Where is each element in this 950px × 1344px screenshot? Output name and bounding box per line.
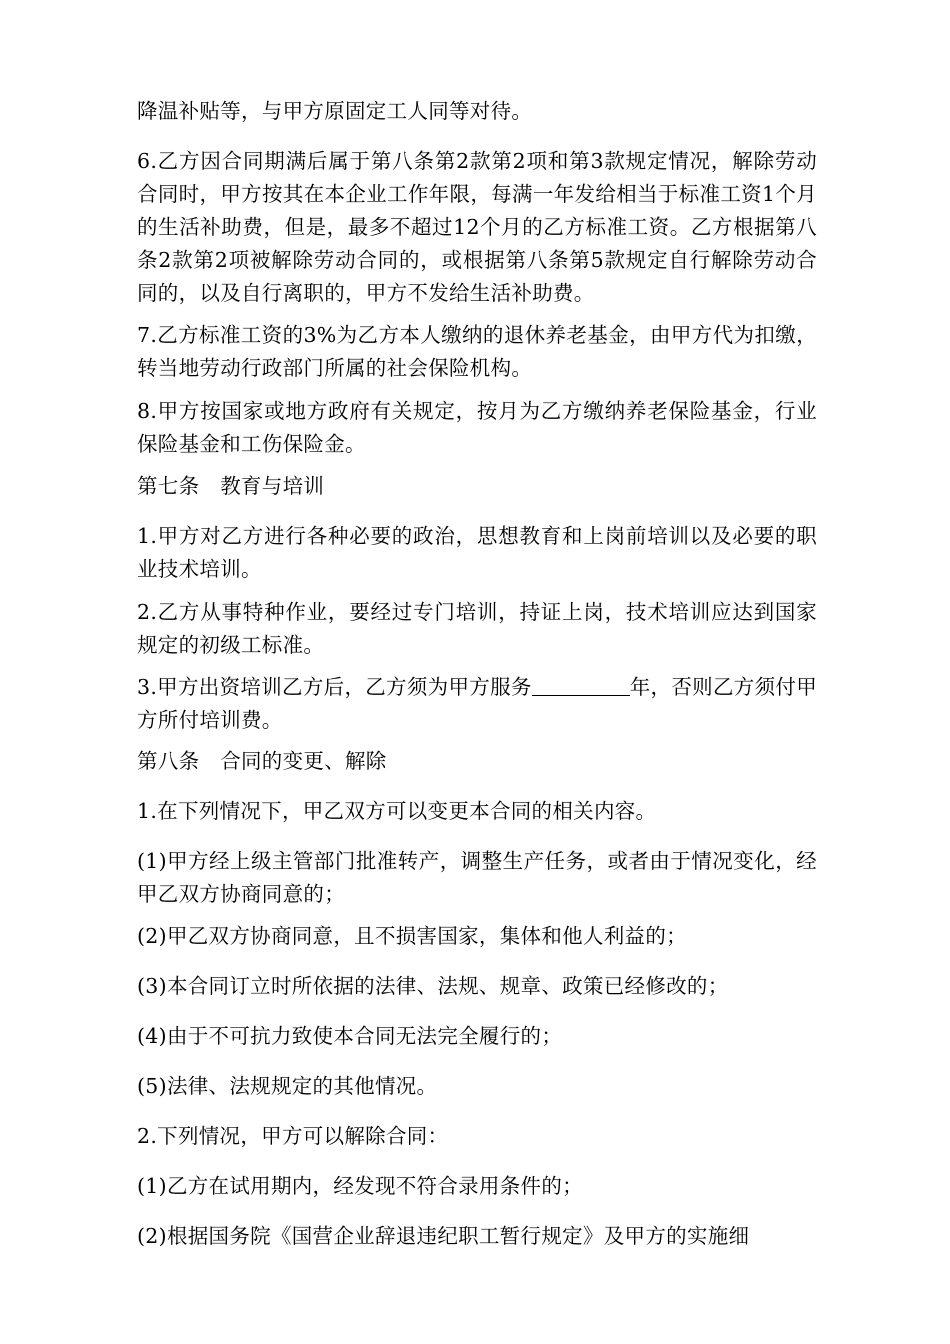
paragraph-item-7: 7.乙方标准工资的3%为乙方本人缴纳的退休养老基金，由甲方代为扣缴，转当地劳动行政部门所属的社会保险机构。 (137, 323, 817, 380)
article-7-heading: 第七条 教育与培训 (137, 474, 325, 498)
paragraph-change-1-item-2: (2)甲乙双方协商同意，且不损害国家，集体和他人利益的； (137, 924, 687, 948)
paragraph-change-1-item-1: (1)甲方经上级主管部门批准转产，调整生产任务，或者由于情况变化，经甲乙双方协商同意的； (137, 849, 817, 906)
paragraph-change-1-item-5: (5)法律、法规规定的其他情况。 (137, 1074, 438, 1098)
paragraph-subsidy-end: 降温补贴等，与甲方原固定工人同等对待。 (137, 99, 533, 123)
paragraph-change-1-item-3: (3)本合同订立时所依据的法律、法规、规章、政策已经修改的； (137, 974, 729, 998)
paragraph-termination-2-item-1: (1)乙方在试用期内，经发现不符合录用条件的； (137, 1174, 583, 1198)
paragraph-change-1-item-4: (4)由于不可抗力致使本合同无法完全履行的； (137, 1024, 563, 1048)
paragraph-termination-2-item-2: (2)根据国务院《国营企业辞退违纪职工暂行规定》及甲方的实施细 (137, 1224, 750, 1248)
paragraph-item-6: 6.乙方因合同期满后属于第八条第2款第2项和第3款规定情况，解除劳动合同时，甲方按其在本企业工作年限，每满一年发给相当于标准工资1个月的生活补助费，但是，最多不超过12个月的乙方标准工资。乙方根据第八条2款第2项被解除劳动合同的，或根据第八条第5款规定自行解除劳动合同的，以及自行离职的，甲方不发给生活补助费。 (137, 149, 817, 305)
paragraph-termination-2: 2.下列情况，甲方可以解除合同： (137, 1124, 449, 1148)
paragraph-item-8: 8.甲方按国家或地方政府有关规定，按月为乙方缴纳养老保险基金，行业保险基金和工伤保险金。 (137, 399, 817, 456)
paragraph-change-1: 1.在下列情况下，甲乙双方可以变更本合同的相关内容。 (137, 799, 657, 823)
service-years-blank[interactable] (532, 675, 630, 697)
training-clause-before: 3.甲方出资培训乙方后，乙方须为甲方服务 (137, 675, 532, 699)
paragraph-training-1: 1.甲方对乙方进行各种必要的政治，思想教育和上岗前培训以及必要的职业技术培训。 (137, 524, 817, 581)
training-clause-after: 年，否则乙方须付甲方所付培训费。 (137, 675, 817, 732)
article-8-heading: 第八条 合同的变更、解除 (137, 749, 387, 773)
paragraph-training-2: 2.乙方从事特种作业，要经过专门培训，持证上岗，技术培训应达到国家规定的初级工标准。 (137, 600, 817, 657)
paragraph-training-3 (137, 671, 817, 737)
